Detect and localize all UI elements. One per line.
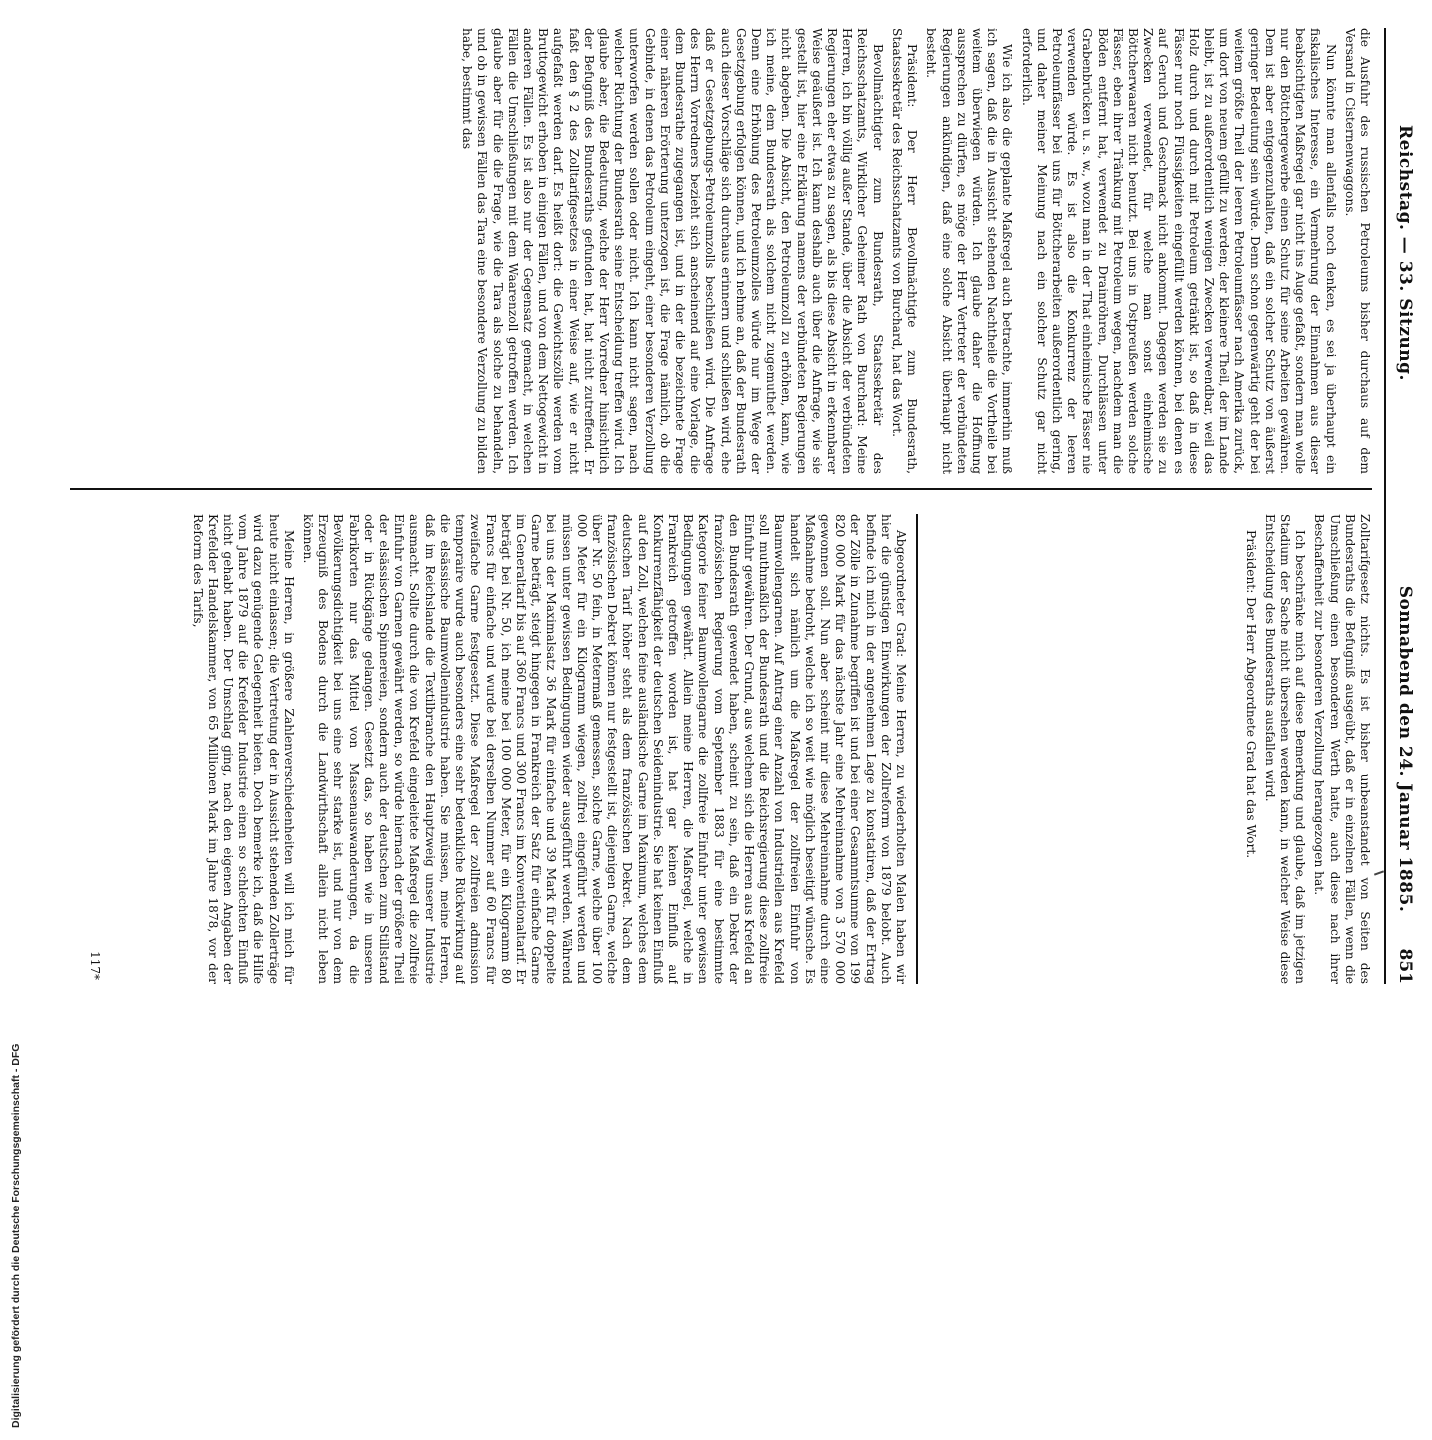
right-text-column-top — [922, 514, 1372, 984]
right-text-column-bottom — [128, 514, 908, 984]
paragraph: Nun könnte man allenfalls noch denken, es sei ja überhaupt ein fiskalisches Interesse, ein Vermehrung der Einnahmen aus dieser beabsichtigten Maßregel gar nicht ins Auge gefaßt, sondern man wolle nur den Böttchergewerbe einen Schutz für seine Arbeiten gewähren. Dem ist aber entgegenzuhalten, daß ein solcher Schutz von äußerst geringer Bedeutung sein würde. Denn schon gegenwärtig geht der bei weitem größte Theil der leeren Petroleumfässer nach Amerika zurück, um dort von neuem gefüllt zu werden; der kleinere Theil, der im Lande bleibt, ist zu außerordentlich wenigen Zwecken verwendbar, weil das Holz durch und durch mit Petroleum getränkt ist, so daß in diese Fässer nur noch Flüssigkeiten eingefüllt werden können, bei denen es auf Geruch und Geschmack nicht ankommt. Dagegen werden sie zu Zwecken verwendet, für welche man sonst einheimische Böttcherwaaren nicht benutzt. Bei uns in Ostpreußen werden solche Fässer, eben ihrer Tränkung mit Petroleum wegen, nachdem man die Böden entfernt hat, verwendet zu Drainröhren, Durchlässen unter Grabenbrücken u. s. w., wozu man in der That einheimische Fässer nie verwenden würde. Es ist also die Konkurrenz der leeren Petroleumfässer bei uns für Böttcherarbeiten außerordentlich gering, und daher meiner Meinung nach ein solcher Schutz gar nicht erforderlich. — [1019, 28, 1338, 474]
section-rule — [916, 514, 918, 984]
scan-mark — [1374, 870, 1384, 875]
paragraph: die Ausfuhr des russischen Petroleums bisher durchaus auf dem Versand in Cisternenwaggons. — [1342, 28, 1372, 474]
digitization-credit — [0, 8, 40, 1440]
page-header-right — [1388, 514, 1422, 984]
left-text-column — [72, 28, 1372, 474]
header-rule — [1384, 28, 1386, 984]
header-title: Reichstag. — 33. Sitzung. — [1395, 125, 1415, 381]
column-divider — [70, 488, 1372, 490]
credit-text: Digitalisierung gefördert durch die Deutsche Forschungsgemeinschaft - DFG — [10, 1043, 22, 1428]
signature-mark: 117* — [88, 951, 102, 980]
paragraph: Zolltarifgesetz nichts. Es ist bisher unbeanstandet von Seiten des Bundesraths die Befugniß ausgeübt, daß er in einzelnen Fällen, wenn die Umschließung einen besonderen Werth hatte, auch diese nach ihrer Beschaffenheit zur besonderen Verzollung herangezogen hat. — [1312, 514, 1372, 984]
speaker-paragraph: Präsident: Der Herr Bevollmächtigte zum Bundesrath, Staatssekretär des Reichsschatzamts von Burchard, hat das Wort. — [889, 28, 920, 474]
paragraph: Meine Herren, in größere Zahlenverschiedenheiten will ich mich für heute nicht einlassen; die Vertretung der in Aussicht stehenden Zollerträge wird dazu genügende Gelegenheit bieten. Doch bemerke ich, daß die Hilfe vom Jahre 1879 auf die Krefelder Industrie einen so schlechten Einfluß nicht gehabt haben. Der Umschlag ging, nach den eigenen Angaben der Krefelder Handelskammer, von 65 Millionen Mark im Jahre 1878, vor der Reform des Tarifs, — [190, 514, 296, 984]
page-header-left — [1388, 28, 1422, 478]
speaker-paragraph: Abgeordneter Grad: Meine Herren, zu wiederholten Malen haben wir hier die günstigen Einwirkungen der Zollreform von 1879 belobt. Auch befinde ich mich in der angenehmen Lage zu konstatiren, daß der Ertrag der Zölle in Zunahme begriffen ist und bei einer Gesammtsumme von 199 820 000 Mark für das nächste Jahr eine Mehreinnahme von 3 570 000 gewonnen soll. Nun aber scheint mir diese Mehreinnahme durch eine Maßnahme bedroht, welche ich so weit wie möglich beseitigt wünsche. Es handelt sich nämlich um die Maßregel der zollfreien Einfuhr von Baumwollengarnen. Auf Antrag einer Anzahl von Industriellen aus Krefeld soll muthmaßlich der Bundesrath und die Reichsregierung diese zollfreie Einfuhr gewähren. Der Grund, aus welchem sich die Herren aus Krefeld an den Bundesrath gewendet haben, scheint zu sein, daß ein Dekret der französischen Regierung vom September 1883 für eine bestimmte Kategorie feiner Baumwollengarne die zollfreie Einfuhr unter gewissen Bedingungen gewährt. Allein meine Herren, die Maßregel, welche in Frankreich getroffen worden ist, hat gar keinen Einfluß auf Konkurrenzfähigkeit der deutschen Seidenindustrie. Sie hat keinen Einfluß auf den Zoll, welchen feine ausländische Garne im Maximum, welches dem deutschen Tarif höher steht als dem französischen Dekret. Nach dem französischen Dekret können nur festgestellt ist, diejenigen Garne, welche über Nr. 50 fein, in Metermaß gemessen, solche Garne, welche über 100 000 Meter für ein Kilogramm wiegen, zollfrei eingeführt werden und müssen unter gewissen Bedingungen wieder ausgeführt werden. Während bei uns der Maximalsatz 36 Mark für einfache und 39 Mark für doppelte Garne beträgt, steigt hingegen in Frankreich der Satz für einfache Garne im Generaltarif bis auf 360 Francs und 300 Francs im Konventionaltarif. Er beträgt bei Nr. 50, ich meine bei 100 000 Meter, für ein Kilogramm 80 Francs für einfache und wurde bei derselben Nummer auf 60 Francs für zweifache Garne festgesetzt. Diese Maßregel der zollfreien admission temporaire wurde auch besonders eine sehr bedenkliche Rückwirkung auf die elsässische Baumwollenindustrie haben. Sie müssen, meine Herren, daß im Reichslande die Textilbranche den Hauptzweig unserer Industrie ausmacht. Sollte durch die von Krefeld eingeleitete Maßregel die zollfreie Einfuhr von Garnen gewährt werden, so würde hiernach der größere Theil der elsässischen Spinnereien, sondern auch der deutschen zum Stillstand oder in Rückgänge gelangen. Gesetzt das, so haben wie in unseren Fabrikorten nur das Mittel von Massenauswanderungen, da die Bevölkerungsdichtigkeit bei uns eine sehr starke ist, und nur von dem Erzeugniß des Bodens durch die Landwirthschaft allein nicht leben können. — [301, 514, 908, 984]
header-date: Sonnabend den 24. Januar 1885. — [1395, 585, 1415, 913]
speaker-paragraph: Bevollmächtigter zum Bundesrath, Staatssekretär des Reichsschatzamts, Wirklicher Geheimer Rath von Burchard: Meine Herren, ich bin völlig außer Stande, über die Absicht der verbündeten Regierungen eher etwas zu sagen, als bis diese Absicht in erkennbarer Weise geäußert ist. Ich kann deshalb auch über die Anfrage, wie sie gestellt ist, hier eine Erklärung namens der verbündeten Regierungen nicht abgeben. Die Absicht, den Petroleumzoll zu erhöhen, kann, wie ich meine, dem Bundesrath als solchem nicht zugemuthet werden. Denn eine Erhöhung des Petroleumzolles würde nur im Wege der Gesetzgebung erfolgen können, und ich nehme an, daß der Bundesrath auch dieser Vorschläge sich durchaus erinnern und schließen wird, ehe daß er Gesetzgebungs-Petroleumzolls beschließen wird. Die Anfrage des Herrn Vorredners bezieht sich anscheinend auf eine Vorlage, die dem Bundesrathe zugegangen ist, und in der die bezeichnete Frage einer näheren Erörterung unterzogen ist, die Frage nämlich, ob die Gebinde, in denen das Petroleum eingeht, einer besonderen Verzollung unterworfen werden sollen oder nicht. Ich kann nicht sagen, nach welcher Richtung der Bundesrath seine Entscheidung treffen wird. Ich glaube aber, die Bedeutung, welche der Herr Vorredner hinsichtlich der Befugniß des Bundesraths gefunden hat, hat nicht zutreffend. Er faßt den § 2 des Zolltarifgesetzes in einer Weise auf, wie er nicht aufgefaßt werden darf. Es heißt dort: die Gewichtszölle werden vom Bruttogewicht erhoben in einigen Fällen, und von dem Nettogewicht in anderen Fällen. Es ist also nur der Gegensatz gemacht, in welchen Fällen die Umschließungen mit dem Waarenzoll getroffen werden. Ich glaube aber für die die Frage, wie die Tara als solche zu behandeln, und ob in gewissen Fällen das Tara eine besondere Verzollung zu bilden habe, bestimmt das — [460, 28, 885, 474]
page-number: 851 — [1395, 948, 1415, 984]
speaker-paragraph: Präsident: Der Herr Abgeordnete Grad hat das Wort. — [1243, 530, 1258, 859]
paragraph: Wie ich also die geplante Maßregel auch betrachte, immerhin muß ich sagen, daß die in Aussicht stehenden Nachtheile die Vortheile bei weitem überwiegen würden. Ich glaube daher die Hoffnung aussprechen zu dürfen, es möge der Herr Vertreter der verbündeten Regierungen ankündigen, daß eine solche Absicht überhaupt nicht besteht. — [924, 28, 1015, 474]
paragraph: Ich beschränke mich auf diese Bemerkung und glaube, daß im jetzigen Stadium der Sache nicht übersehen werden kann, in welcher Weise diese Entscheidung des Bundesraths ausfallen wird. — [1262, 514, 1308, 984]
